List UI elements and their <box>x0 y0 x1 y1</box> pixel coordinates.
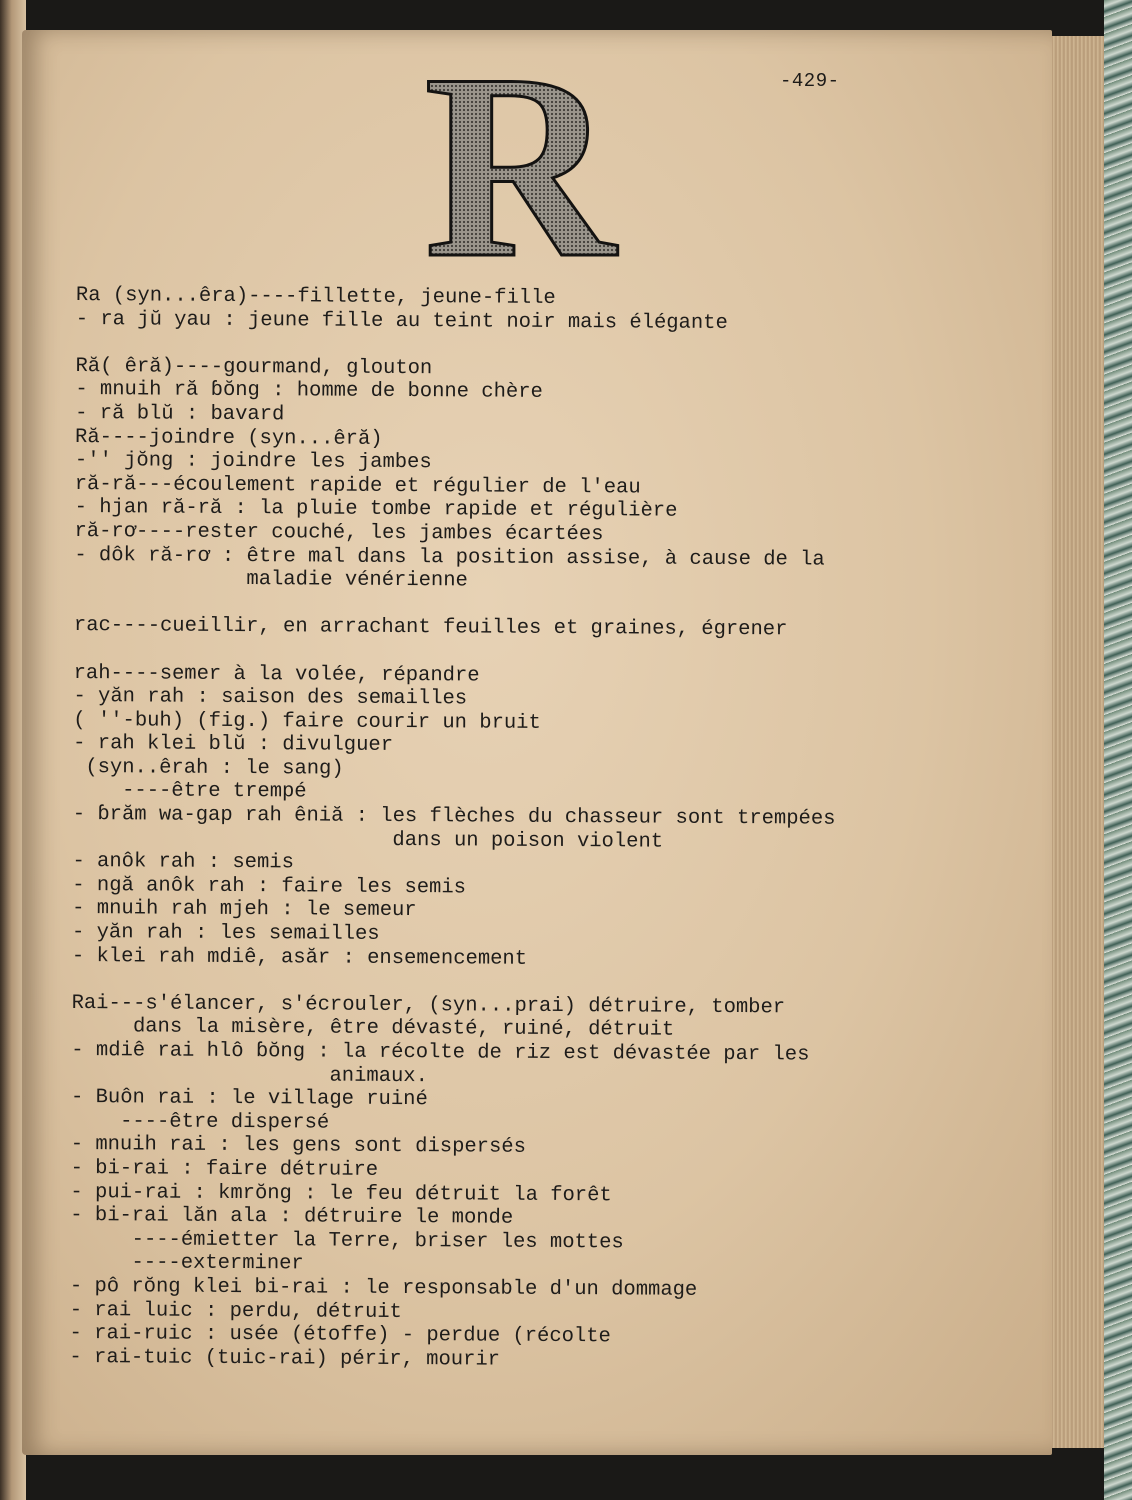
entry-line: ( ''-buh) (fig.) faire courir un bruit <box>73 708 541 735</box>
entry-line: - mnuih rai : les gens sont dispersés <box>70 1133 526 1160</box>
entry-line: - anôk rah : semis <box>72 850 294 875</box>
entry-line: - rai luic : perdu, détruit <box>69 1298 402 1324</box>
entry-line: - rah klei blŭ : divulguer <box>73 732 394 758</box>
entry-line: Ră( êră)----gourmand, glouton <box>75 354 433 380</box>
dictionary-entries <box>69 284 976 1375</box>
page-number: -429- <box>780 70 840 92</box>
entry-line: - rai-tuic (tuic-rai) périr, mourir <box>69 1345 501 1372</box>
entry-line: ----exterminer <box>69 1251 304 1276</box>
entry-line: dans un poison violent <box>72 826 664 854</box>
entry-line: ----être trempé <box>72 779 307 804</box>
entry-line: animaux. <box>71 1062 429 1088</box>
entry-line: - ɓrăm wa-gap rah êniă : les flèches du chasseur sont trempées <box>72 803 836 831</box>
entry-line: - ră blŭ : bavard <box>75 401 285 427</box>
marbled-cover <box>1104 0 1132 1500</box>
drop-cap-r <box>418 40 638 270</box>
entry-line: ----être dispersé <box>70 1109 330 1135</box>
entry-line: - mdiê rai hlô ɓŏng : la récolte de riz est dévastée par les <box>71 1038 810 1067</box>
entry-line: - bi-rai : faire détruire <box>70 1156 379 1182</box>
entry-line: maladie vénérienne <box>74 567 468 593</box>
entry-line: rac----cueillir, en arrachant feuilles et graines, égrener <box>73 614 788 642</box>
entry-line: - klei rah mdiê, asăr : ensemencement <box>71 944 528 971</box>
entry-line: - mnuih rah mjeh : le semeur <box>72 897 417 923</box>
entry-line: Rai---s'élancer, s'écrouler, (syn...prai) détruire, tomber <box>71 991 786 1020</box>
entry-line: -'' jŏng : joindre les jambes <box>74 449 432 475</box>
entry-line: - rai-ruic : usée (étoffe) - perdue (récolte <box>69 1322 611 1349</box>
entry-line: ----émietter la Terre, briser les mottes <box>70 1227 624 1255</box>
entry-line: ră-ră---écoulement rapide et régulier de l'eau <box>74 472 641 500</box>
entry-line: dans la misère, être dévasté, ruiné, détruit <box>71 1015 675 1043</box>
entry-line: - hjan ră-ră : la pluie tombe rapide et régulière <box>74 496 678 524</box>
entry-line: Ră----joindre (syn...êră) <box>74 425 383 451</box>
entry-line: Ra (syn...êra)----fillette, jeune-fille <box>75 284 556 310</box>
entry-line: (syn..êrah : le sang) <box>72 755 344 781</box>
entry-line: - ra jŭ yau : jeune fille au teint noir mais élégante <box>75 307 728 335</box>
page-block-edge <box>1046 36 1108 1448</box>
entry-line: - pui-rai : kmrŏng : le feu détruit la forêt <box>70 1180 612 1207</box>
entry-line: - ngă anôk rah : faire les semis <box>72 873 467 900</box>
entry-line: - Buôn rai : le village ruiné <box>70 1086 428 1112</box>
entry-line: - bi-rai lăn ala : détruire le monde <box>70 1204 514 1230</box>
entry-line: - mnuih ră ɓŏng : homme de bonne chère <box>75 378 543 405</box>
entry-line: rah----semer à la volée, répandre <box>73 661 480 687</box>
entry-line: - yăn rah : les semailles <box>71 921 380 946</box>
entry-line: - yăn rah : saison des semailles <box>73 685 468 711</box>
entry-line: - pô rŏng klei bi-rai : le responsable d'un dommage <box>69 1274 698 1302</box>
entry-line: ră-rơ----rester couché, les jambes écartées <box>74 519 604 547</box>
svg-text:R: R <box>424 40 616 270</box>
entry-line: - dôk ră-rơ : être mal dans la position assise, à cause de la <box>74 543 825 572</box>
